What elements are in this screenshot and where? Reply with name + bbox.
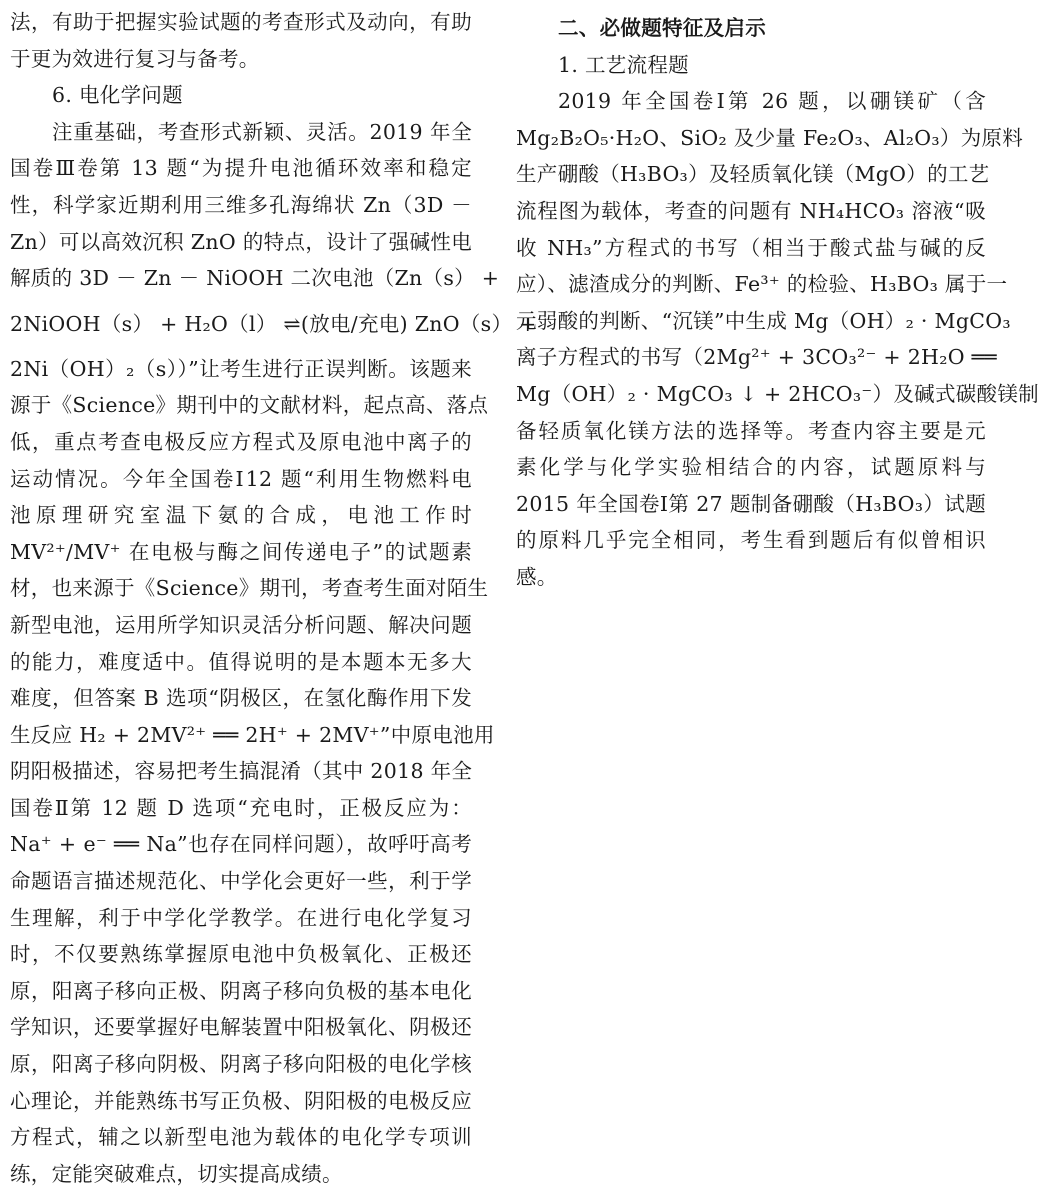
text-line: 时，不仅要熟练掌握原电池中负极氧化、正极还 [10,942,472,967]
text-line: Mg₂B₂O₅·H₂O、SiO₂ 及少量 Fe₂O₃、Al₂O₃）为原料 [516,125,1024,150]
right-column [516,4,1039,596]
equation-line: Na⁺ + e⁻ ══ Na”也存在同样问题），故呼吁高考 [10,832,472,857]
text-line: 应）、滤渣成分的判断、Fe³⁺ 的检验、H₃BO₃ 属于一 [516,272,1008,297]
text-line: 感。 [516,564,558,589]
text-line: 解质的 3D － Zn － NiOOH 二次电池（Zn（s） + [10,266,500,291]
text-line: 新型电池，运用所学知识灵活分析问题、解决问题 [10,612,472,637]
section-heading-required-questions: 二、必做题特征及启示 [558,16,766,40]
text-line: 2Ni（OH）₂（s））”让考生进行正误判断。该题来 [10,356,472,381]
text-line: Zn）可以高效沉积 ZnO 的特点，设计了强碱性电 [10,229,472,254]
text-line: 源于《Science》期刊中的文献材料，起点高、落点 [10,393,489,418]
text-line: 学知识，还要掌握好电解装置中阳极氧化、阴极还 [10,1015,472,1040]
text-line: 素化学与化学实验相结合的内容，试题原料与 [516,455,986,480]
equation-line: Mg（OH）₂ · MgCO₃ ↓ + 2HCO₃⁻）及碱式碳酸镁制 [516,381,1039,406]
text-line: 运动情况。今年全国卷Ⅰ12 题“利用生物燃料电 [10,466,472,491]
text-line: 的能力，难度适中。值得说明的是本题本无多大 [10,649,472,674]
equation-line: 生反应 H₂ + 2MV²⁺ ══ 2H⁺ + 2MV⁺”中原电池用 [10,722,495,747]
text-line: 方程式，辅之以新型电池为载体的电化学专项训 [10,1125,472,1150]
text-line: 心理论，并能熟练书写正负极、阴阳极的电极反应 [10,1088,472,1113]
text-line: 低，重点考查电极反应方程式及原电池中离子的 [10,429,472,454]
text-line: MV²⁺/MV⁺ 在电极与酶之间传递电子”的试题素 [10,539,472,564]
text-line: 的原料几乎完全相同，考生看到题后有似曾相识 [516,528,986,553]
text-line: 于更为效进行复习与备考。 [10,46,260,71]
text-line: 备轻质氧化镁方法的选择等。考查内容主要是元 [516,418,986,443]
text-line: 练，定能突破难点，切实提高成绩。 [10,1161,343,1186]
text-line: 性，科学家近期利用三维多孔海绵状 Zn（3D － [10,192,472,217]
text-line: 阴阳极描述，容易把考生搞混淆（其中 2018 年全 [10,759,473,784]
text-line: 材，也来源于《Science》期刊，考查考生面对陌生 [10,576,489,601]
text-line: 国卷Ⅱ第 12 题 D 选项“充电时，正极反应为： [10,795,472,820]
text-line: 法，有助于把握实验试题的考查形式及动向，有助 [10,10,472,34]
text-line: 原，阳离子移向阴极、阴离子移向阳极的电化学核 [10,1052,472,1077]
text-line: 池原理研究室温下氨的合成，电池工作时 [10,503,472,528]
text-line: 元弱酸的判断、“沉镁”中生成 Mg（OH）₂ · MgCO₃ [516,308,1011,333]
subsection-heading-process-flow: 1. 工艺流程题 [558,52,689,77]
equation-line: 2NiOOH（s） + H₂O（l） ⇌(放电/充电) ZnO（s） + [10,311,537,336]
text-line: 难度，但答案 B 选项“阴极区，在氢化酶作用下发 [10,686,472,711]
text-line: 生产硼酸（H₃BO₃）及轻质氧化镁（MgO）的工艺 [516,162,990,187]
section-heading-electrochemistry: 6. 电化学问题 [52,83,183,108]
text-line: 国卷Ⅲ卷第 13 题“为提升电池循环效率和稳定 [10,156,472,181]
text-line: 收 NH₃”方程式的书写（相当于酸式盐与碱的反 [516,235,986,260]
text-line: 流程图为载体，考查的问题有 NH₄HCO₃ 溶液“吸 [516,198,986,223]
text-line: 生理解，利于中学化学教学。在进行电化学复习 [10,905,472,930]
paragraph-start: 注重基础，考查形式新颖、灵活。2019 年全 [52,119,472,144]
text-line: 命题语言描述规范化、中学化会更好一些，利于学 [10,869,472,894]
equation-line: 离子方程式的书写（2Mg²⁺ + 3CO₃²⁻ + 2H₂O ══ [516,345,997,370]
text-line: 原，阳离子移向正极、阴离子移向负极的基本电化 [10,978,472,1003]
paragraph-start: 2019 年全国卷Ⅰ第 26 题，以硼镁矿（含 [558,89,986,114]
left-column [10,4,537,1192]
text-line: 2015 年全国卷Ⅰ第 27 题制备硼酸（H₃BO₃）试题 [516,491,986,516]
